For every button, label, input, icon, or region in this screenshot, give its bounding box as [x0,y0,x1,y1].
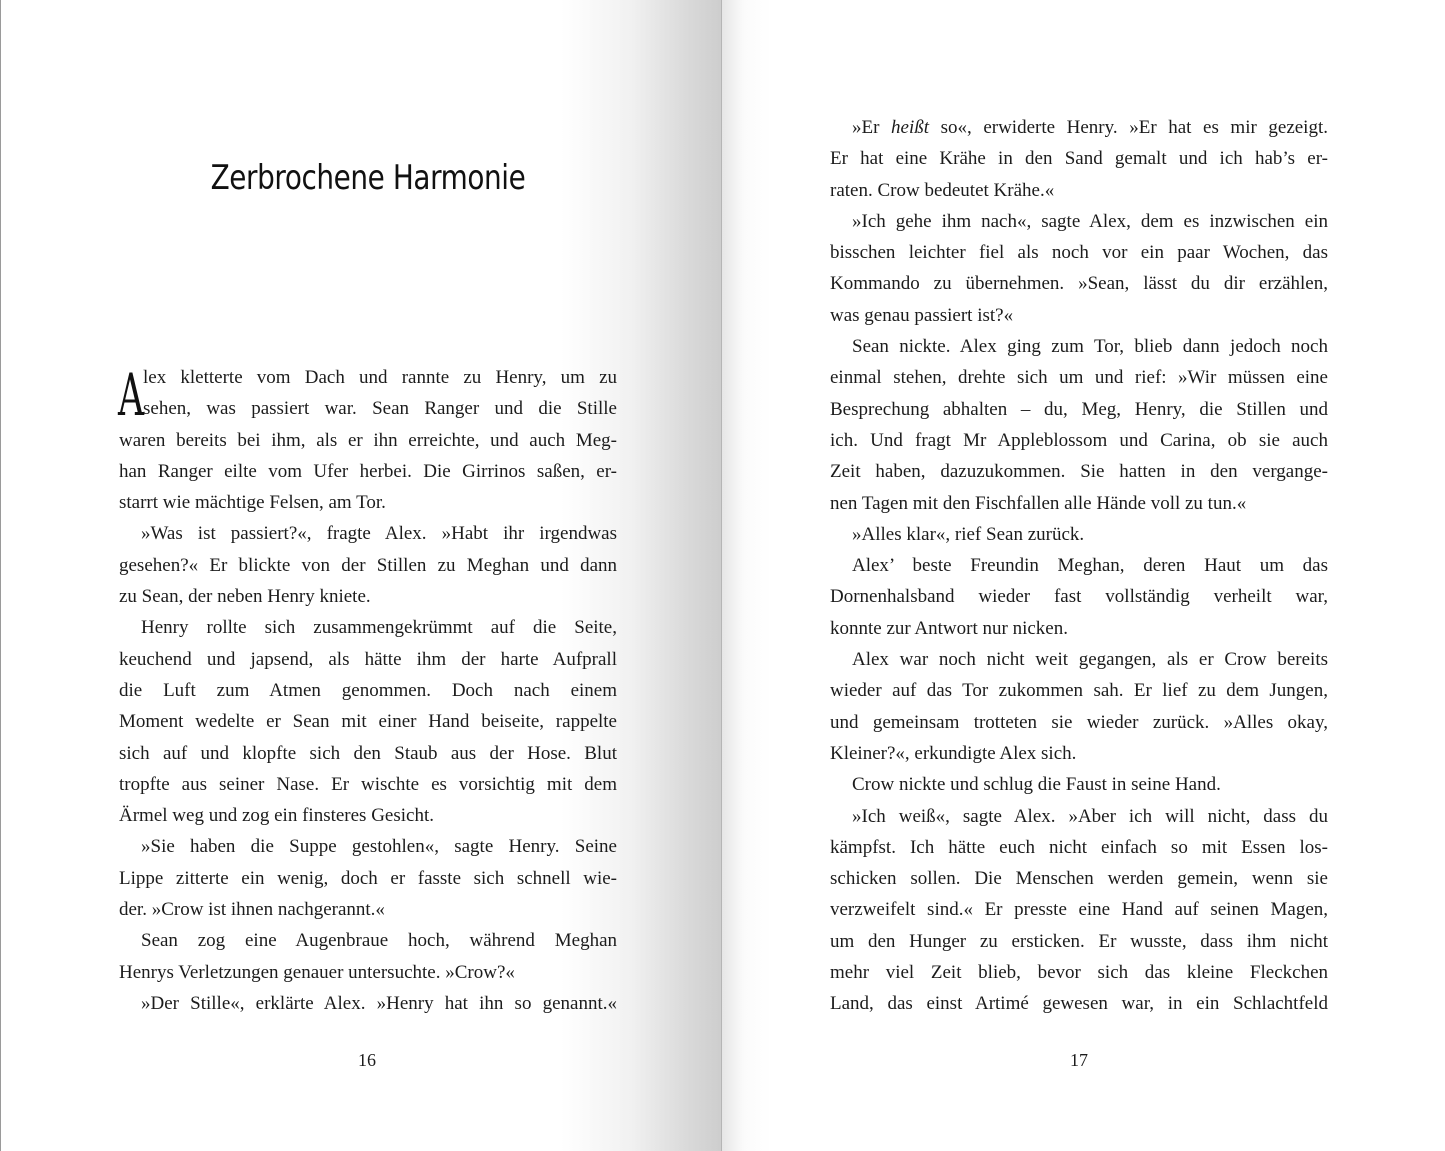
text-line: nen Tagen mit den Fischfallen alle Hände voll zu tun.« [830,492,1247,514]
text-line: Sean nickte. Alex ging zum Tor, blieb dann jedoch noch [852,336,1328,358]
text-line: zu Sean, der neben Henry kniete. [119,586,371,608]
text-line: Henrys Verletzungen genauer untersuchte. »Crow?« [119,961,515,983]
text-line: tropfte aus seiner Nase. Er wischte es vorsichtig mit dem [119,773,617,795]
text-line: was genau passiert ist?« [830,304,1014,326]
text-line: verzweifelt sind.« Er presste eine Hand auf seinen Magen, [830,899,1328,921]
text-line: Zeit haben, dazuzukommen. Sie hatten in den vergange- [830,461,1328,483]
text-line: lex kletterte vom Dach und rannte zu Henry, um zu [143,367,617,388]
text-line: »Ich weiß«, sagte Alex. »Aber ich will nicht, dass du [852,805,1328,827]
text-line: Crow nickte und schlug die Faust in seine Hand. [852,774,1221,796]
text-line: Kommando zu übernehmen. »Sean, lässt du dir erzählen, [830,273,1328,295]
chapter-title: Zerbrochene Harmonie [210,158,526,198]
text-line: »Alles klar«, rief Sean zurück. [852,523,1085,545]
text-line: »Ich gehe ihm nach«, sagte Alex, dem es inzwischen ein [852,210,1328,232]
text-line: Alex war noch nicht weit gegangen, als er Crow bereits [852,649,1328,671]
text-line: kämpfst. Ich hätte euch nicht einfach so mit Essen los- [830,836,1328,858]
text-line: ich. Und fragt Mr Appleblossom und Carina, ob sie auch [830,429,1328,451]
text-line: Sean zog eine Augenbraue hoch, während Meghan [141,930,617,952]
text-line: Er hat eine Krähe in den Sand gemalt und ich hab’s er- [830,148,1328,170]
text-line: keuchend und japsend, als hätte ihm der harte Aufprall [119,648,617,670]
text-line: Dornenhalsband wieder fast vollständig verheilt war, [830,586,1328,608]
text-line: der. »Crow ist ihnen nachgerannt.« [119,899,385,921]
text-line: und gemeinsam trotteten sie wieder zurück. »Alles okay, [830,711,1328,733]
text-line: einmal stehen, drehte sich um und rief: »Wir müssen eine [830,367,1328,389]
text-line: um den Hunger zu ersticken. Er wusste, dass ihm nicht [830,930,1328,952]
text-line: han Ranger eilte vom Ufer herbei. Die Girrinos saßen, er- [119,460,617,482]
text-line: »Der Stille«, erklärte Alex. »Henry hat ihn so genannt.« [141,992,617,1014]
text-line: Land, das einst Artimé gewesen war, in ein Schlachtfeld [830,993,1328,1015]
text-line: sehen, was passiert war. Sean Ranger und die Stille [143,398,617,420]
text-line: raten. Crow bedeutet Krähe.« [830,179,1055,201]
text-line: sich auf und klopfte sich den Staub aus der Hose. Blut [119,742,617,764]
text-line: wieder auf das Tor zukommen sah. Er lief zu dem Jungen, [830,680,1328,702]
text-line: Moment wedelte er Sean mit einer Hand beiseite, rappelte [119,711,617,733]
drop-cap: A [118,361,144,429]
text-line: waren bereits bei ihm, als er ihn erreichte, und auch Meg- [119,429,617,451]
text-line: mehr viel Zeit blieb, bevor sich das kleine Fleckchen [830,962,1328,984]
text-line: Henry rollte sich zusammengekrümmt auf die Seite, [141,617,617,639]
text-line: Alex’ beste Freundin Meghan, deren Haut um das [852,555,1328,577]
text-line: konnte zur Antwort nur nicken. [830,617,1068,639]
text-line: »Sie haben die Suppe gestohlen«, sagte Henry. Seine [141,836,617,858]
text-line: bisschen leichter fiel als noch vor ein paar Wochen, das [830,242,1328,264]
text-line: Lippe zitterte ein wenig, doch er fasste sich schnell wie- [119,867,617,889]
text-line: starrt wie mächtige Felsen, am Tor. [119,492,386,514]
text-line: die Luft zum Atmen genommen. Doch nach einem [119,679,617,701]
page-number-left: 16 [358,1050,376,1070]
left-page [0,0,722,1151]
text-line: Besprechung abhalten – du, Meg, Henry, die Stillen und [830,398,1328,420]
page-number-right: 17 [1070,1050,1088,1070]
text-line: Ärmel weg und zog ein finsteres Gesicht. [119,805,434,827]
text-line: gesehen?« Er blickte von der Stillen zu Meghan und dann [119,554,617,576]
text-line: »Was ist passiert?«, fragte Alex. »Habt ihr irgendwas [141,523,617,545]
left-page-body-text [119,362,617,1019]
text-line: schicken sollen. Die Menschen werden gemein, wenn sie [830,868,1328,890]
text-line: »Er heißt so«, erwiderte Henry. »Er hat es mir gezeigt. [852,117,1328,138]
text-line: Kleiner?«, erkundigte Alex sich. [830,742,1077,764]
right-page-body-text [830,112,1328,1020]
emphasis: heißt [891,117,930,138]
